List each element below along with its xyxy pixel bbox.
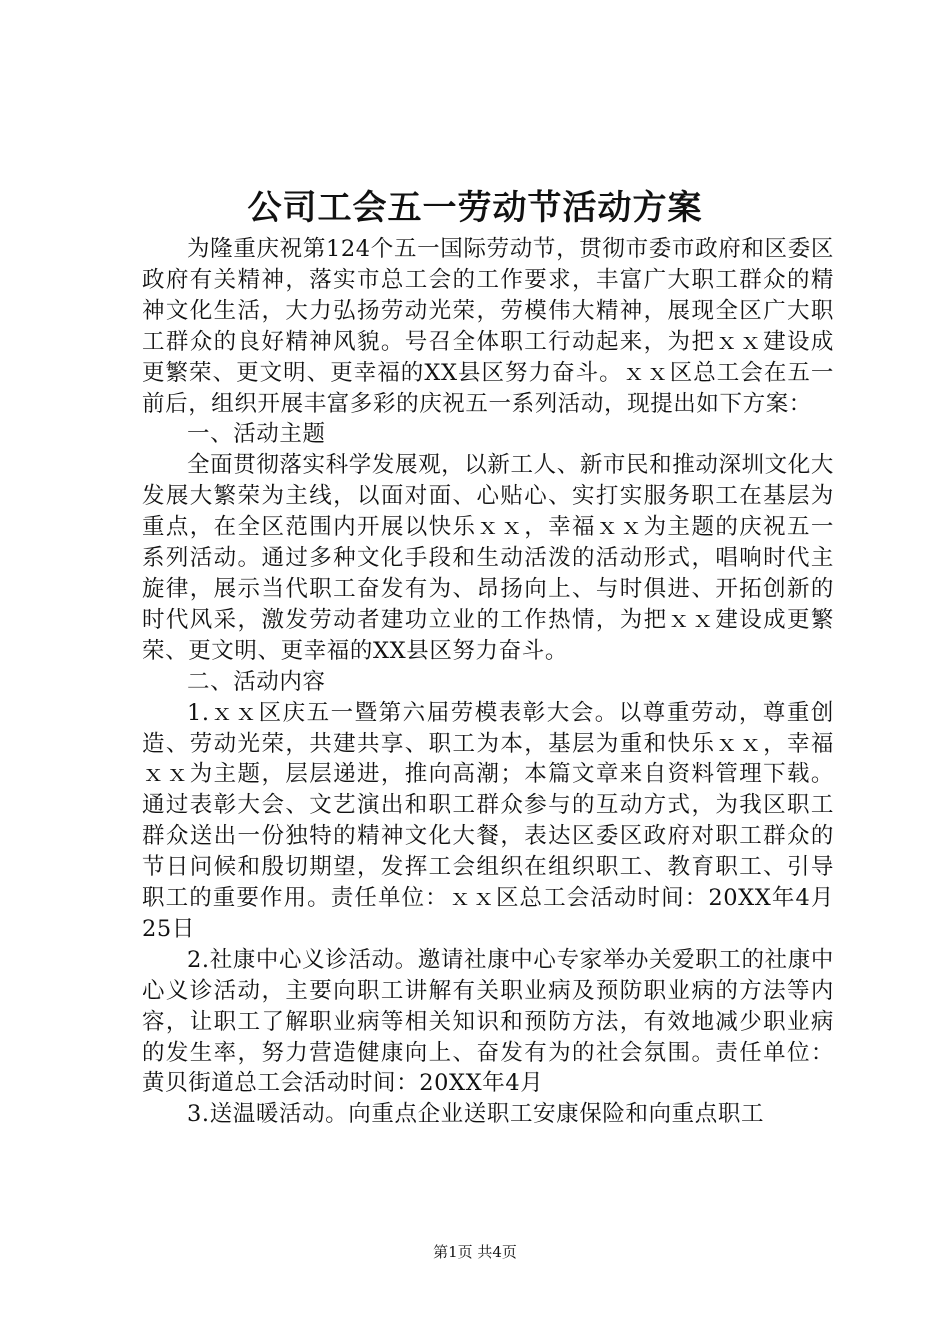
content-item-2: 2.社康中心义诊活动。邀请社康中心专家举办关爱职工的社康中心义诊活动，主要向职工讲解有关职业病及预防职业病的方法等内容，让职工了解职业病等相关知识和预防方法，有效地减少职业病的发生率，努力营造健康向上、奋发有为的社会氛围。责任单位：黄贝街道总工会活动时间：20XX年4月: [142, 946, 834, 1097]
content-item-1: 1.ｘｘ区庆五一暨第六届劳模表彰大会。以尊重劳动，尊重创造、劳动光荣，共建共享、职工为本，基层为重和快乐ｘｘ，幸福ｘｘ为主题，层层递进，推向高潮；本篇文章来自资料管理下载。通过表彰大会、文艺演出和职工群众参与的互动方式，为我区职工群众送出一份独特的精神文化大餐，表达区委区政府对职工群众的节日问候和殷切期望，发挥工会组织在组织职工、教育职工、引导职工的重要作用。责任单位：ｘｘ区总工会活动时间：20XX年4月25日: [142, 699, 834, 942]
section-heading-theme: 一、活动主题: [187, 421, 326, 448]
section-heading-content: 二、活动内容: [187, 668, 326, 695]
theme-paragraph: 全面贯彻落实科学发展观，以新工人、新市民和推动深圳文化大发展大繁荣为主线，以面对面、心贴心、实打实服务职工在基层为重点，在全区范围内开展以快乐ｘｘ，幸福ｘｘ为主题的庆祝五一系列活动。通过多种文化手段和生动活泼的活动形式，唱响时代主旋律，展示当代职工奋发有为、昂扬向上、与时俱进、开拓创新的时代风采，激发劳动者建功立业的工作热情，为把ｘｘ建设成更繁荣、更文明、更幸福的XX县区努力奋斗。: [142, 452, 834, 664]
content-item-3: 3.送温暖活动。向重点企业送职工安康保险和向重点职工: [187, 1101, 765, 1128]
page-title: 公司工会五一劳动节活动方案: [247, 188, 703, 228]
page-number-footer: 第1页 共4页: [433, 1243, 517, 1261]
intro-paragraph: 为隆重庆祝第124个五一国际劳动节，贯彻市委市政府和区委区政府有关精神，落实市总工会的工作要求，丰富广大职工群众的精神文化生活，大力弘扬劳动光荣，劳模伟大精神，展现全区广大职工群众的良好精神风貌。号召全体职工行动起来，为把ｘｘ建设成更繁荣、更文明、更幸福的XX县区努力奋斗。ｘｘ区总工会在五一前后，组织开展丰富多彩的庆祝五一系列活动，现提出如下方案：: [142, 236, 834, 417]
document-body: [142, 234, 834, 1130]
